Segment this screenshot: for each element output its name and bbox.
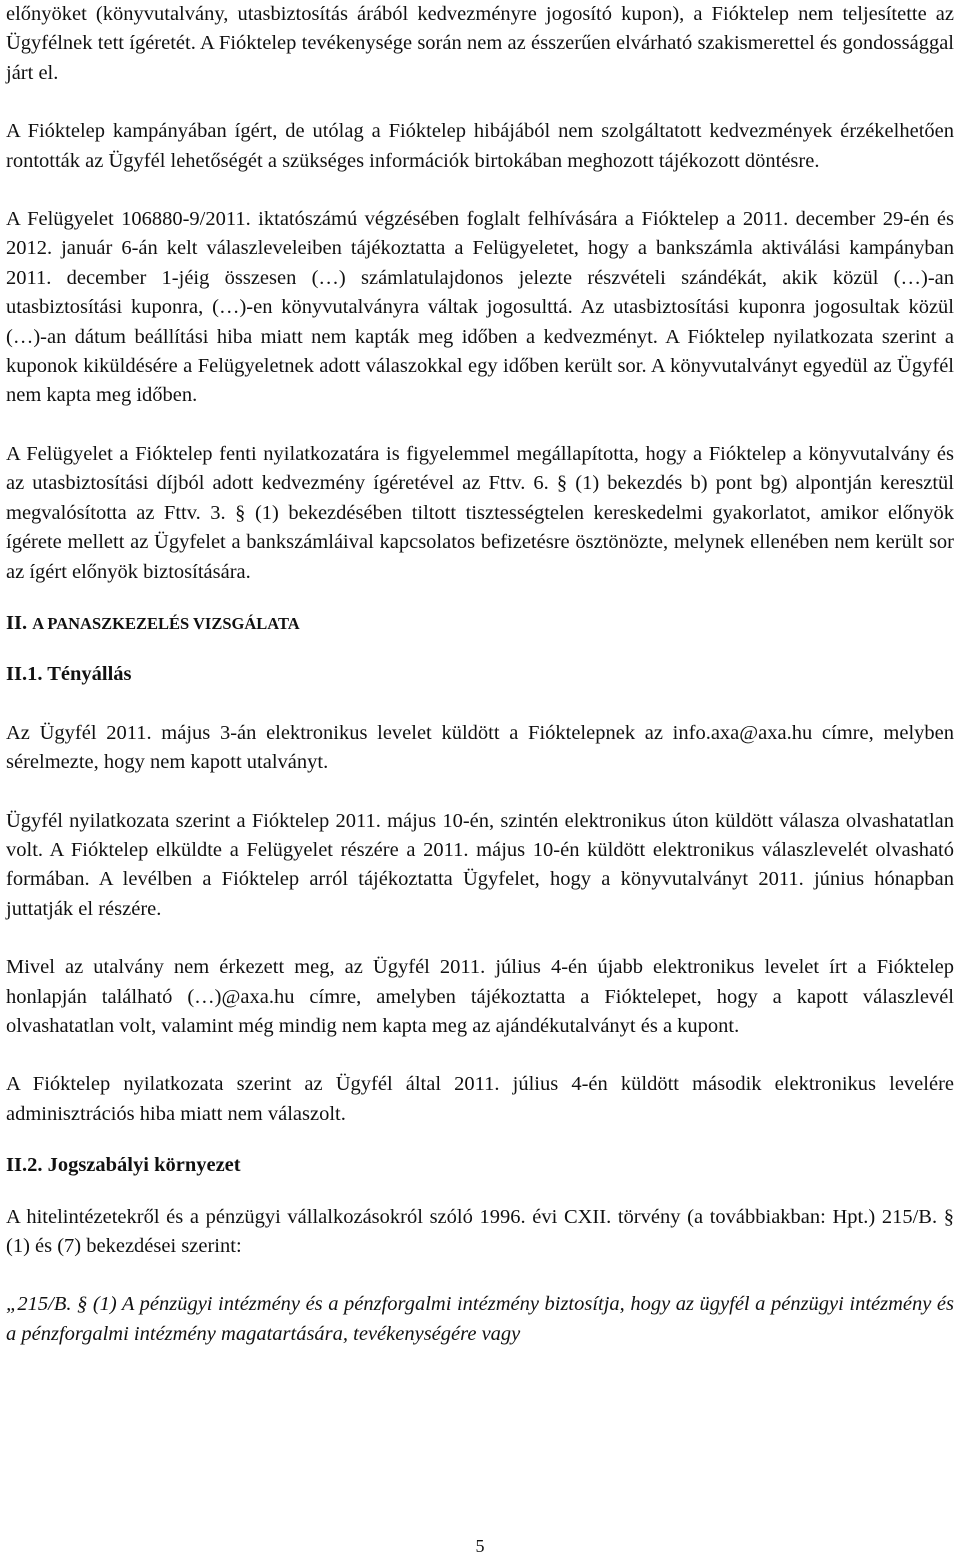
paragraph-client-email: Az Ügyfél 2011. május 3-án elektronikus levelet küldött a Fióktelepnek az info.axa@axa.hu címre, melyben sérelmezte, hogy nem kapott utalványt. xyxy=(6,721,954,774)
section-number: II. xyxy=(6,611,28,634)
paragraph-second-email: Mivel az utalvány nem érkezett meg, az Ügyfél 2011. július 4-én újabb elektronikus levelet írt a Fióktelep honlapján található (…)@axa.hu címre, amelyben tájékoztatta a Fióktelepet, hogy a kapott válaszlevél olvashatatlan volt, valamint még mindig nem kapta meg az ajándékutalványt és a kupont. xyxy=(6,956,954,1037)
subsection-heading-legal: II.2. Jogszabályi környezet xyxy=(6,1154,241,1177)
paragraph-felugyelet-inquiry: A Felügyelet 106880-9/2011. iktatószámú végzésében foglalt felhívására a Fióktelep a 2011. december 29-én és 2012. január 6-án kelt válaszleveleiben tájékoztatta a Felügyeletet, hogy a bankszámla aktiválási kampányban 2011. december 1-jéig összesen (…) számlatulajdonos jelezte részvételi szándékát, akik közül (…)-an utasbiztosítási kuponra, (…)-en könyvutalványra váltak jogosulttá. Az utasbiztosítási kuponra jogosultak közül (…)-an dátum beállítási hiba miatt nem kapták meg időben a kedvezményt. A Fióktelep nyilatkozata szerint a kuponok kiküldésére a Felügyeletnek adott válaszokkal egy időben került sor. A könyvutalványt egyedül az Ügyfél nem kapta meg időben. xyxy=(6,208,954,407)
paragraph-client-statement: Ügyfél nyilatkozata szerint a Fióktelep 2011. május 10-én, szintén elektronikus úton küldött válasza olvashatatlan volt. A Fióktelep elküldte a Felügyelet részére a 2011. május 10-én küldött elektronikus válaszlevelét olvasható formában. A levélben a Fióktelep arról tájékoztatta Ügyfelet, hogy a könyvutalványt 2011. június hónapban juttatják el részére. xyxy=(6,809,954,920)
subsection-heading-facts: II.1. Tényállás xyxy=(6,663,132,686)
document-page xyxy=(6,0,954,1349)
section-title: A PANASZKEZELÉS VIZSGÁLATA xyxy=(32,613,300,633)
paragraph-campaign: A Fióktelep kampányában ígért, de utólag a Fióktelep hibájából nem szolgáltatott kedvezmények érzékelhetően rontották az Ügyfél lehetőségét a szükséges információk birtokában meghozott tájékozott döntésre. xyxy=(6,120,954,172)
paragraph-felugyelet-finding: A Felügyelet a Fióktelep fenti nyilatkozatára is figyelemmel megállapította, hogy a Fióktelep a könyvutalvány és az utasbiztosítási díjból adott kedvezmény ígéretével az Fttv. 6. § (1) bekezdés b) pont bg) alpontján keresztül megvalósította az Fttv. 3. § (1) bekezdésében tiltott tisztességtelen kereskedelmi gyakorlatot, amikor előnyök ígérete mellett az Ügyfelet a bankszámláival kapcsolatos befizetésre ösztönözte, melynek ellenében nem került sor az ígért előnyök biztosítására. xyxy=(6,442,954,583)
page-number: 5 xyxy=(475,1536,485,1556)
paragraph-law-quote: „215/B. § (1) A pénzügyi intézmény és a pénzforgalmi intézmény biztosítja, hogy az ügyfél a pénzügyi intézmény és a pénzforgalmi intézmény magatartására, tevékenységére vagy xyxy=(6,1293,954,1345)
paragraph-hpt-reference: A hitelintézetekről és a pénzügyi vállalkozásokról szóló 1996. évi CXII. törvény (a továbbiakban: Hpt.) 215/B. § (1) és (7) bekezdései szerint: xyxy=(6,1205,954,1257)
section-heading-complaint-review xyxy=(6,609,954,638)
paragraph-intro-continuation: előnyöket (könyvutalvány, utasbiztosítás árából kedvezményre jogosító kupon), a Fióktelep nem teljesítette az Ügyfélnek tett ígéretét. A Fióktelep tevékenysége során nem az ésszerűen elvárható szakismerettel és gondossággal járt el. xyxy=(6,3,954,84)
paragraph-no-reply: A Fióktelep nyilatkozata szerint az Ügyfél által 2011. július 4-én küldött második elektronikus levelére adminisztrációs hiba miatt nem válaszolt. xyxy=(6,1073,954,1125)
